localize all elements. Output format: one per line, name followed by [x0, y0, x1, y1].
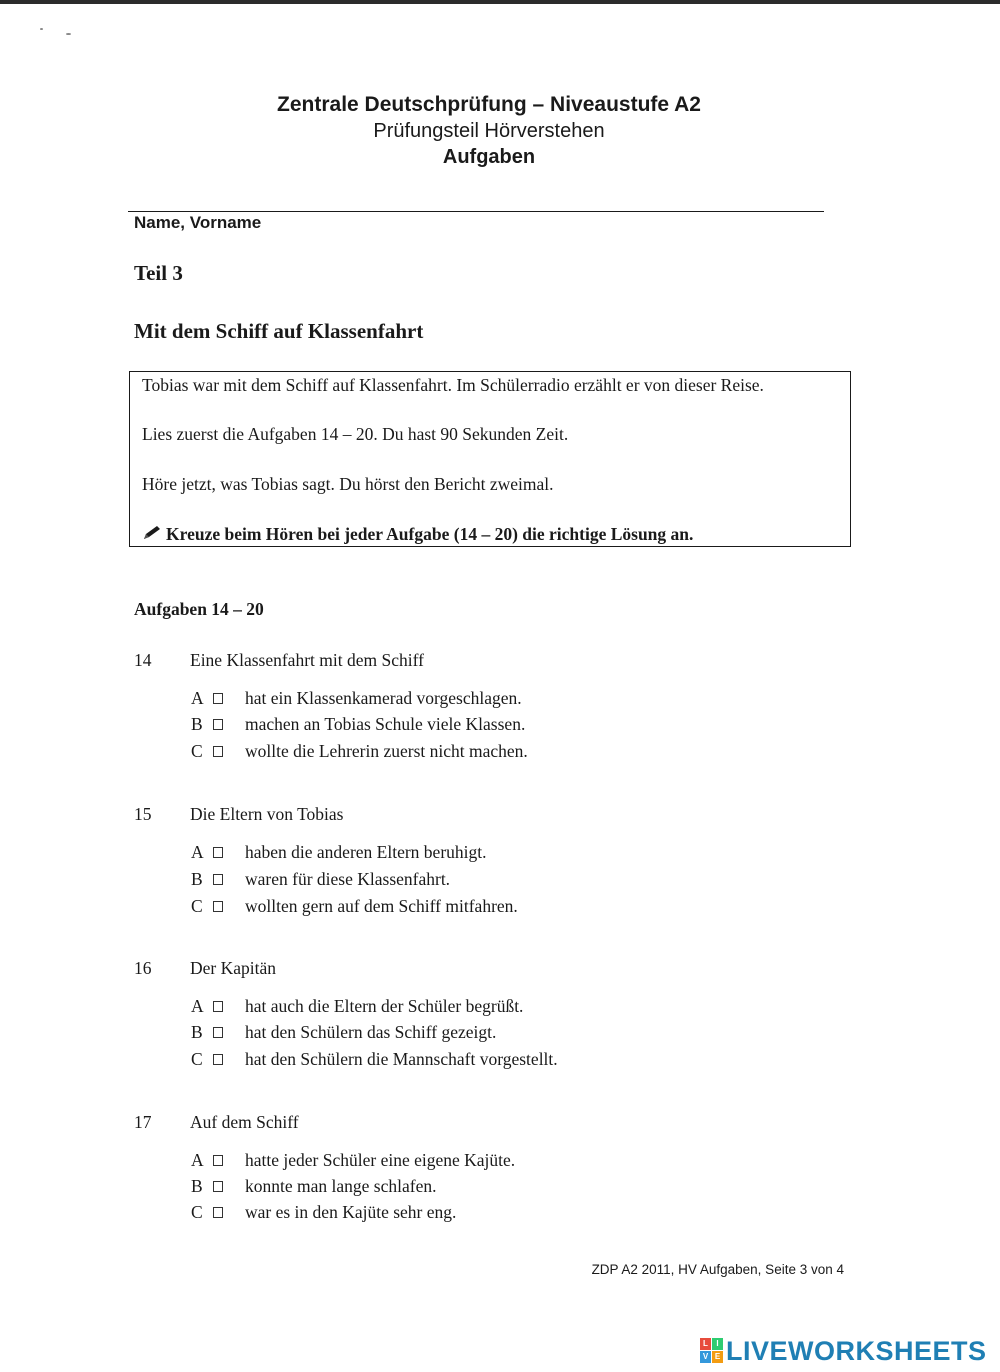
answer-checkbox[interactable]: [213, 746, 223, 757]
question-number: 17: [134, 1112, 152, 1132]
exam-title: Zentrale Deutschprüfung – Niveaustufe A2: [277, 93, 701, 116]
option-letter: A: [191, 996, 204, 1016]
exam-section: Aufgaben: [442, 146, 536, 168]
option-letter: A: [191, 1150, 204, 1170]
name-input-line[interactable]: [128, 211, 824, 212]
option-letter: C: [191, 1202, 203, 1222]
option-text: hat den Schülern das Schiff gezeigt.: [245, 1022, 497, 1042]
instruction-line-2: Lies zuerst die Aufgaben 14 – 20. Du hast 90 Sekunden Zeit.: [142, 424, 569, 444]
question-stem: Der Kapitän: [190, 958, 277, 978]
logo-text: LIVEWORKSHEETS: [726, 1336, 987, 1366]
question-stem: Die Eltern von Tobias: [190, 804, 344, 824]
part-heading: Teil 3: [134, 261, 183, 285]
logo-tile: L: [700, 1338, 711, 1350]
top-border-line: [0, 0, 1000, 4]
tasks-heading: Aufgaben 14 – 20: [134, 599, 264, 619]
scan-speck: [66, 33, 71, 35]
option-text: hat auch die Eltern der Schüler begrüßt.: [245, 996, 524, 1016]
question-number: 16: [134, 958, 152, 978]
option-text: wollten gern auf dem Schiff mitfahren.: [245, 896, 518, 916]
answer-checkbox[interactable]: [213, 719, 223, 730]
option-text: haben die anderen Eltern beruhigt.: [245, 842, 487, 862]
logo-tile: E: [712, 1351, 723, 1363]
option-text: waren für diese Klassenfahrt.: [245, 869, 451, 889]
instruction-line-4-text: Kreuze beim Hören bei jeder Aufgabe (14 – 20) die richtige Lösung an.: [166, 524, 694, 544]
logo-tile: I: [712, 1338, 723, 1350]
name-label: Name, Vorname: [134, 213, 262, 232]
option-letter: C: [191, 1049, 203, 1069]
instruction-box: [129, 371, 851, 547]
answer-checkbox[interactable]: [213, 874, 223, 885]
answer-checkbox[interactable]: [213, 1155, 223, 1166]
question-number: 15: [134, 804, 152, 824]
logo-tile: V: [700, 1351, 711, 1363]
option-letter: A: [191, 842, 204, 862]
option-letter: A: [191, 688, 204, 708]
question-stem: Auf dem Schiff: [190, 1112, 299, 1132]
topic-heading: Mit dem Schiff auf Klassenfahrt: [134, 319, 424, 343]
option-letter: B: [191, 1022, 203, 1042]
instruction-line-1: Tobias war mit dem Schiff auf Klassenfahrt. Im Schülerradio erzählt er von dieser Reise.: [142, 375, 764, 395]
answer-checkbox[interactable]: [213, 1054, 223, 1065]
option-text: war es in den Kajüte sehr eng.: [245, 1202, 457, 1222]
page-footer: ZDP A2 2011, HV Aufgaben, Seite 3 von 4: [591, 1262, 844, 1277]
instruction-line-3: Höre jetzt, was Tobias sagt. Du hörst den Bericht zweimal.: [142, 474, 554, 494]
option-letter: B: [191, 869, 203, 889]
option-text: machen an Tobias Schule viele Klassen.: [245, 714, 526, 734]
answer-checkbox[interactable]: [213, 1181, 223, 1192]
option-text: hat ein Klassenkamerad vorgeschlagen.: [245, 688, 522, 708]
answer-checkbox[interactable]: [213, 847, 223, 858]
option-letter: B: [191, 714, 203, 734]
logo-tiles-icon: [700, 1338, 724, 1364]
option-text: hatte jeder Schüler eine eigene Kajüte.: [245, 1150, 516, 1170]
scan-speck: [40, 28, 43, 30]
option-letter: B: [191, 1176, 203, 1196]
option-letter: C: [191, 741, 203, 761]
answer-checkbox[interactable]: [213, 693, 223, 704]
exam-header: [0, 92, 978, 170]
answer-checkbox[interactable]: [213, 901, 223, 912]
option-text: hat den Schülern die Mannschaft vorgestellt.: [245, 1049, 558, 1069]
answer-checkbox[interactable]: [213, 1027, 223, 1038]
question-stem: Eine Klassenfahrt mit dem Schiff: [190, 650, 424, 670]
exam-subtitle: Prüfungsteil Hörverstehen: [373, 120, 605, 142]
instruction-line-4: [142, 524, 693, 546]
option-text: wollte die Lehrerin zuerst nicht machen.: [245, 741, 528, 761]
answer-checkbox[interactable]: [213, 1207, 223, 1218]
pencil-icon: [142, 525, 162, 546]
answer-checkbox[interactable]: [213, 1001, 223, 1012]
question-number: 14: [134, 650, 152, 670]
option-letter: C: [191, 896, 203, 916]
option-text: konnte man lange schlafen.: [245, 1176, 437, 1196]
